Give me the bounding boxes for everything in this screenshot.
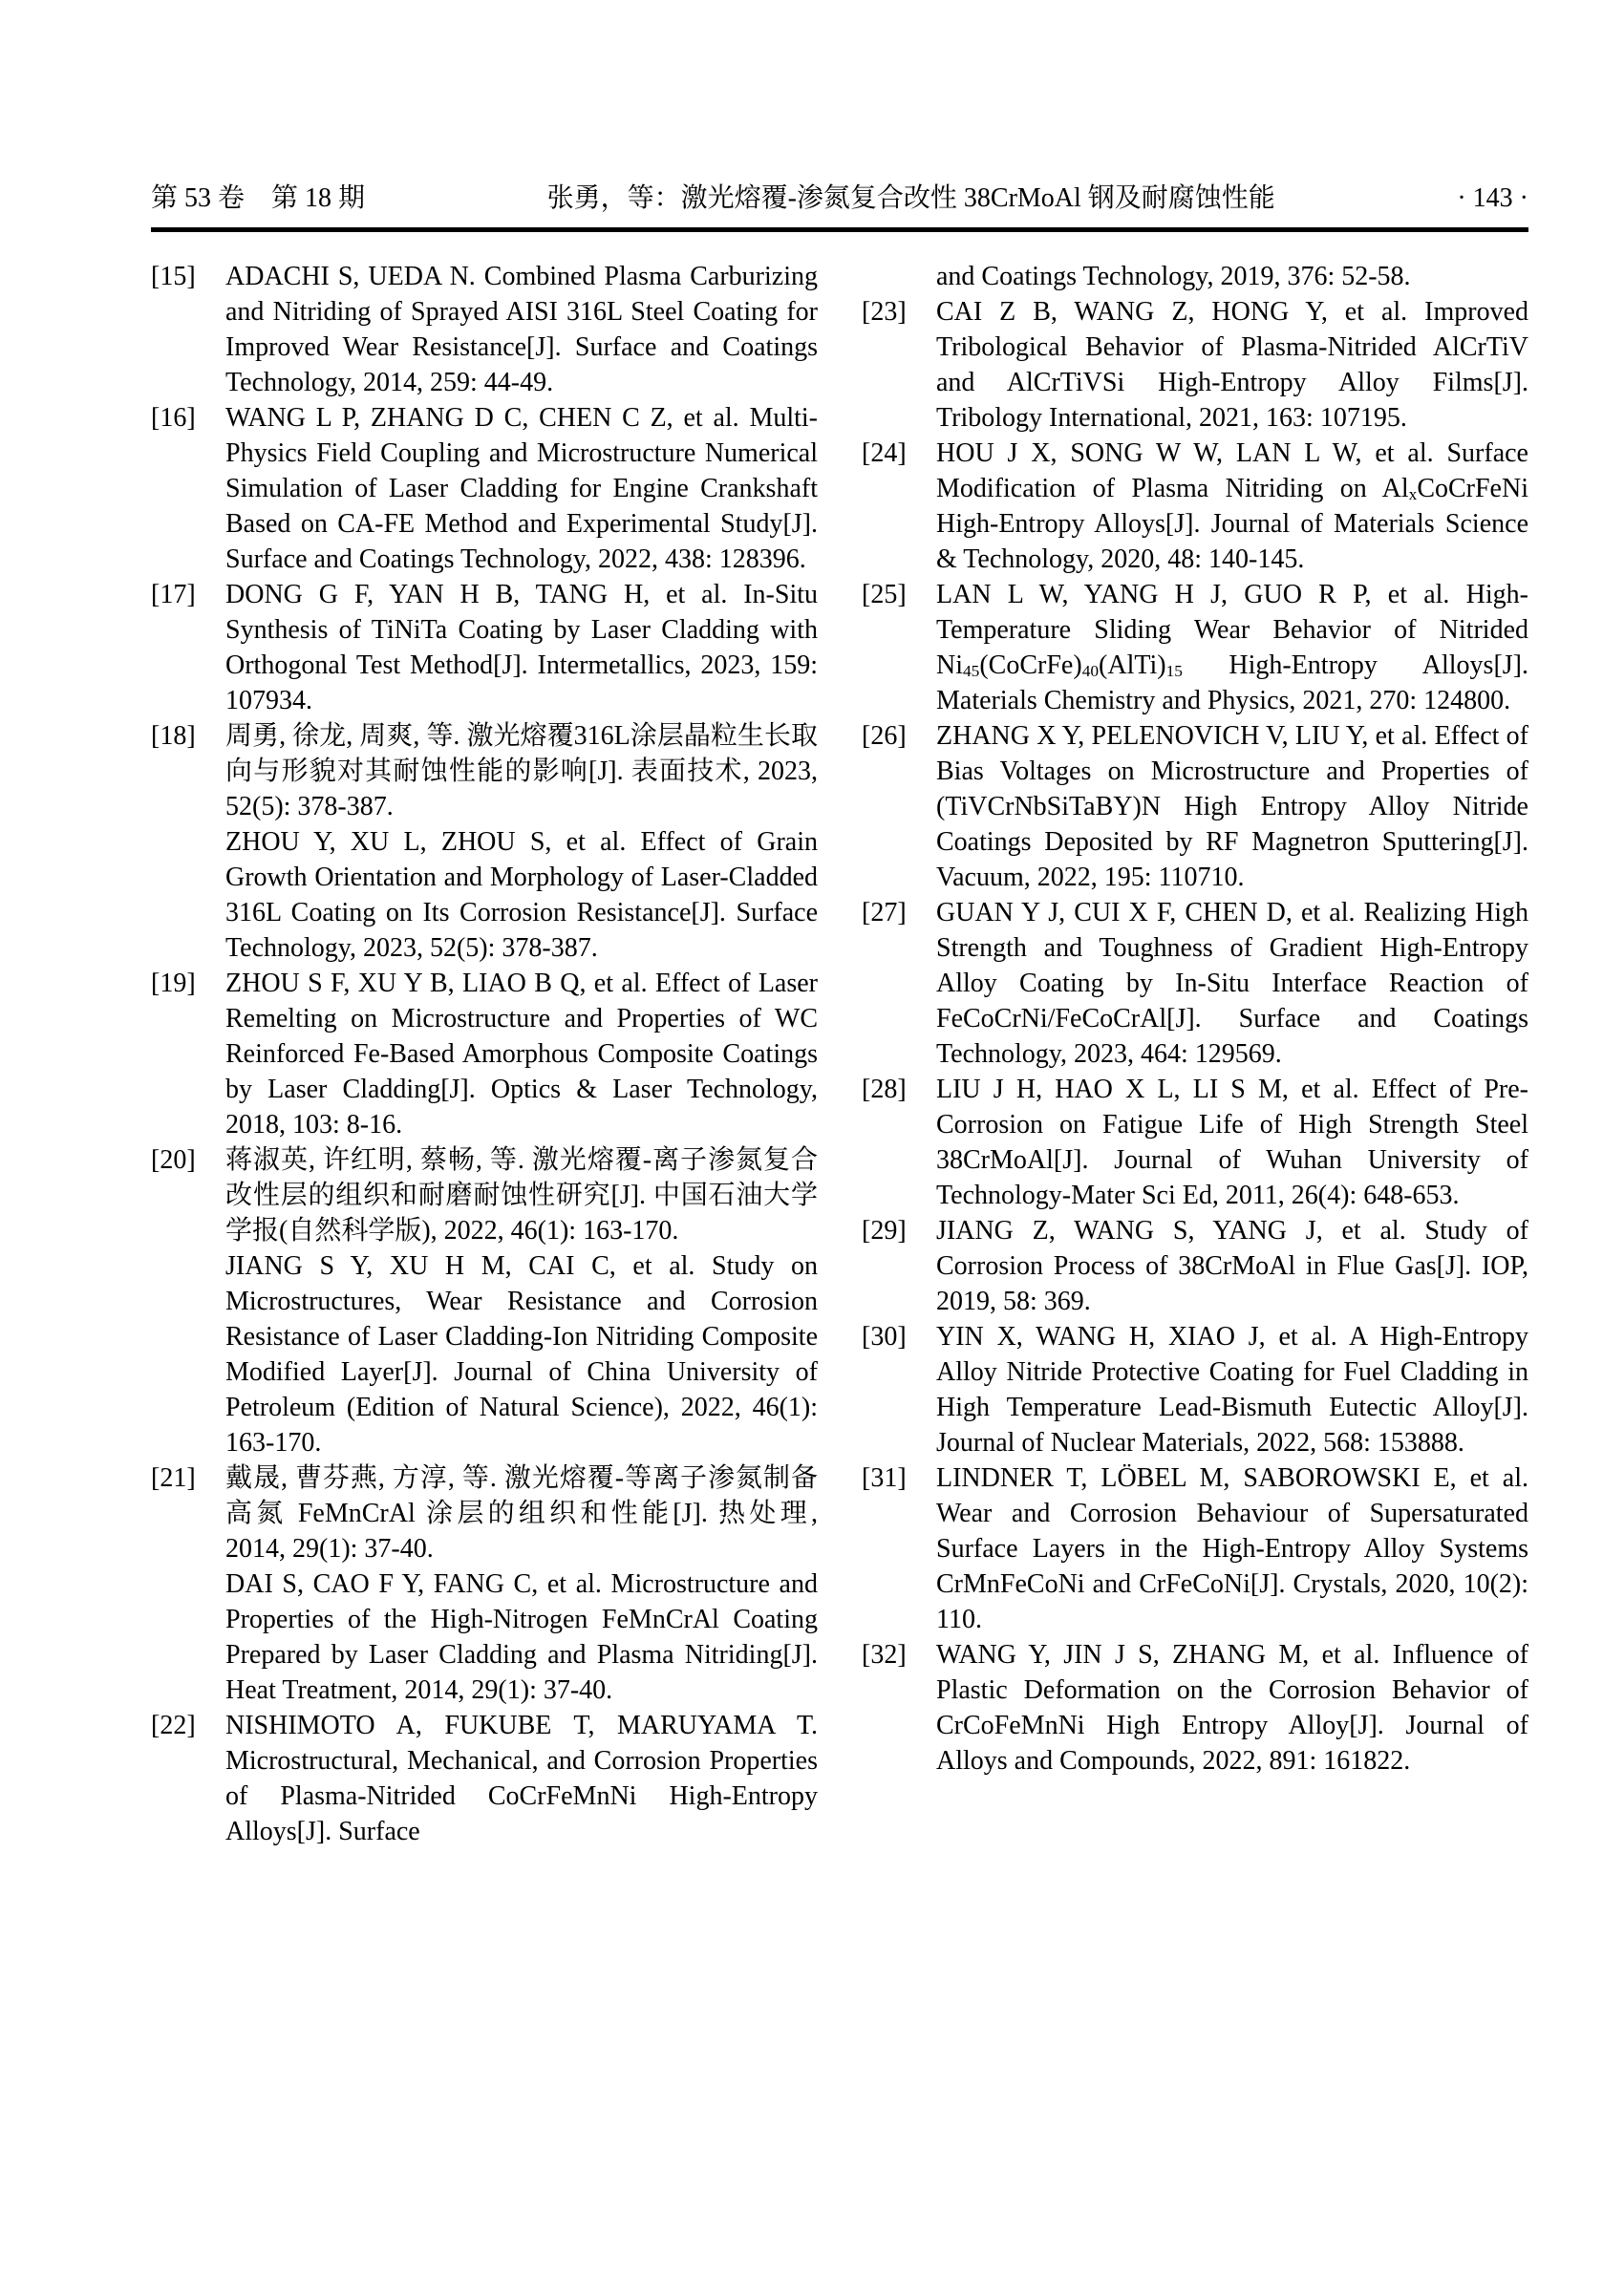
- reference-body: [225, 1708, 818, 1849]
- reference-text: LIU J H, HAO X L, LI S M, et al. Effect of Pre-Corrosion on Fatigue Life of High Strength Steel 38CrMoAl[J]. Journal of Wuhan University of Technology-Mater Sci Ed, 2011, 26(4): 648-653.: [936, 1075, 1528, 1210]
- references-column-right: [862, 259, 1528, 1849]
- reference-body: [936, 294, 1528, 436]
- reference-body: [936, 1637, 1528, 1779]
- reference-item: [862, 1460, 1528, 1637]
- reference-text: NISHIMOTO A, FUKUBE T, MARUYAMA T. Microstructural, Mechanical, and Corrosion Properties of Plasma-Nitrided CoCrFeMnNi High-Entropy Alloys[J]. Surface: [225, 1711, 818, 1846]
- reference-item: [862, 436, 1528, 577]
- reference-number: [30]: [862, 1322, 907, 1352]
- reference-item: [862, 1637, 1528, 1779]
- reference-item: [862, 577, 1528, 718]
- reference-body: [225, 1142, 818, 1460]
- reference-number: [21]: [151, 1463, 196, 1493]
- reference-body: [936, 1213, 1528, 1319]
- reference-text: JIANG S Y, XU H M, CAI C, et al. Study on Microstructures, Wear Resistance and Corrosion Resistance of Laser Cladding-Ion Nitriding Composite Modified Layer[J]. Journal of China University of Petroleum (Edition of Natural Science), 2022, 46(1): 163-170.: [225, 1251, 818, 1458]
- reference-item: [151, 966, 818, 1142]
- references-columns: [151, 259, 1528, 1849]
- reference-number: [862, 259, 936, 294]
- reference-body: [225, 259, 818, 400]
- reference-text: ADACHI S, UEDA N. Combined Plasma Carburizing and Nitriding of Sprayed AISI 316L Steel Coating for Improved Wear Resistance[J]. Surface and Coatings Technology, 2014, 259: 44-49.: [225, 262, 818, 397]
- reference-item: [862, 259, 1528, 294]
- reference-number: [22]: [151, 1711, 196, 1740]
- reference-item: [862, 718, 1528, 895]
- reference-text: JIANG Z, WANG S, YANG J, et al. Study of Corrosion Process of 38CrMoAl in Flue Gas[J]. IOP, 2019, 58: 369.: [936, 1216, 1528, 1316]
- reference-item: [151, 1142, 818, 1460]
- reference-text: YIN X, WANG H, XIAO J, et al. A High-Entropy Alloy Nitride Protective Coating for Fuel Cladding in High Temperature Lead-Bismuth Eutectic Alloy[J]. Journal of Nuclear Materials, 2022, 568: 153888.: [936, 1322, 1528, 1458]
- volume-issue-label: 第 53 卷 第 18 期: [151, 183, 366, 213]
- running-head: [151, 181, 1528, 216]
- reference-number: [24]: [862, 438, 907, 468]
- running-title: 张勇，等：激光熔覆-渗氮复合改性 38CrMoAl 钢及耐腐蚀性能: [546, 183, 1275, 213]
- reference-item: [862, 294, 1528, 436]
- reference-number: [25]: [862, 580, 907, 609]
- reference-body: [936, 1072, 1528, 1213]
- reference-number: [15]: [151, 262, 196, 291]
- reference-body: [225, 1460, 818, 1708]
- reference-number: [27]: [862, 898, 907, 927]
- reference-body: [225, 966, 818, 1142]
- reference-body: [936, 577, 1528, 718]
- reference-number: [31]: [862, 1463, 907, 1493]
- reference-text: GUAN Y J, CUI X F, CHEN D, et al. Realizing High Strength and Toughness of Gradient High-Entropy Alloy Coating by In-Situ Interface Reaction of FeCoCrNi/FeCoCrAl[J]. Surface and Coatings Technology, 2023, 464: 129569.: [936, 898, 1528, 1069]
- reference-item: [151, 577, 818, 718]
- reference-text: LAN L W, YANG H J, GUO R P, et al. High-Temperature Sliding Wear Behavior of Nitrided $Ni_{45}(CoCrFe)_{40}(AlTi)_{15}$ High-Entropy Alloys[J]. Materials Chemistry and Physics, 2021, 270: 124800.: [936, 580, 1528, 715]
- reference-body: [936, 1460, 1528, 1637]
- reference-text: and Coatings Technology, 2019, 376: 52-58.: [936, 262, 1411, 291]
- reference-item: [862, 1213, 1528, 1319]
- reference-text: DONG G F, YAN H B, TANG H, et al. In-Situ Synthesis of TiNiTa Coating by Laser Cladding with Orthogonal Test Method[J]. Intermetallics, 2023, 159: 107934.: [225, 580, 818, 715]
- reference-number: [23]: [862, 297, 907, 327]
- reference-number: [26]: [862, 721, 907, 751]
- reference-item: [151, 1708, 818, 1849]
- reference-item: [151, 400, 818, 577]
- reference-item: [151, 259, 818, 400]
- reference-text: CAI Z B, WANG Z, HONG Y, et al. Improved Tribological Behavior of Plasma-Nitrided AlCrTiV and AlCrTiVSi High-Entropy Alloy Films[J]. Tribology International, 2021, 163: 107195.: [936, 297, 1528, 433]
- reference-text: 戴晟, 曹芬燕, 方淳, 等. 激光熔覆-等离子渗氮制备高氮 FeMnCrAl 涂层的组织和性能[J]. 热处理, 2014, 29(1): 37-40.: [225, 1463, 818, 1564]
- reference-text: HOU J X, SONG W W, LAN L W, et al. Surface Modification of Plasma Nitriding on $Al_xCoCrFeNi$ High-Entropy Alloys[J]. Journal of Materials Science & Technology, 2020, 48: 140-145.: [936, 438, 1528, 574]
- reference-body: [225, 718, 818, 966]
- reference-text: DAI S, CAO F Y, FANG C, et al. Microstructure and Properties of the High-Nitrogen FeMnCrAl Coating Prepared by Laser Cladding and Plasma Nitriding[J]. Heat Treatment, 2014, 29(1): 37-40.: [225, 1569, 818, 1705]
- reference-body: [936, 259, 1528, 294]
- reference-number: [19]: [151, 969, 196, 998]
- reference-text: ZHOU Y, XU L, ZHOU S, et al. Effect of Grain Growth Orientation and Morphology of Laser-Cladded 316L Coating on Its Corrosion Resistance[J]. Surface Technology, 2023, 52(5): 378-387.: [225, 827, 818, 963]
- references-column-left: [151, 259, 818, 1849]
- reference-number: [29]: [862, 1216, 907, 1246]
- reference-item: [151, 1460, 818, 1708]
- reference-number: [20]: [151, 1145, 196, 1175]
- reference-body: [225, 577, 818, 718]
- reference-body: [936, 436, 1528, 577]
- reference-number: [28]: [862, 1075, 907, 1104]
- reference-body: [936, 718, 1528, 895]
- reference-item: [151, 718, 818, 966]
- reference-text: WANG L P, ZHANG D C, CHEN C Z, et al. Multi-Physics Field Coupling and Microstructure Numerical Simulation of Laser Cladding for Engine Crankshaft Based on CA-FE Method and Experimental Study[J]. Surface and Coatings Technology, 2022, 438: 128396.: [225, 403, 818, 574]
- reference-number: [16]: [151, 403, 196, 433]
- reference-item: [862, 1072, 1528, 1213]
- reference-item: [862, 895, 1528, 1072]
- reference-text: WANG Y, JIN J S, ZHANG M, et al. Influence of Plastic Deformation on the Corrosion Behavior of CrCoFeMnNi High Entropy Alloy[J]. Journal of Alloys and Compounds, 2022, 891: 161822.: [936, 1640, 1528, 1776]
- reference-text: ZHOU S F, XU Y B, LIAO B Q, et al. Effect of Laser Remelting on Microstructure and Properties of WC Reinforced Fe-Based Amorphous Composite Coatings by Laser Cladding[J]. Optics & Laser Technology, 2018, 103: 8-16.: [225, 969, 818, 1140]
- page-content: [151, 0, 1528, 1849]
- reference-body: [936, 1319, 1528, 1460]
- reference-number: [17]: [151, 580, 196, 609]
- reference-body: [225, 400, 818, 577]
- reference-text: 蒋淑英, 许红明, 蔡畅, 等. 激光熔覆-离子渗氮复合改性层的组织和耐磨耐蚀性研究[J]. 中国石油大学学报(自然科学版), 2022, 46(1): 163-170.: [225, 1145, 818, 1246]
- reference-body: [936, 895, 1528, 1072]
- page-number: · 143 ·: [1457, 183, 1528, 213]
- reference-text: LINDNER T, LÖBEL M, SABOROWSKI E, et al. Wear and Corrosion Behaviour of Supersaturated Surface Layers in the High-Entropy Alloy Systems CrMnFeCoNi and CrFeCoNi[J]. Crystals, 2020, 10(2): 110.: [936, 1463, 1528, 1634]
- reference-text: 周勇, 徐龙, 周爽, 等. 激光熔覆316L涂层晶粒生长取向与形貌对其耐蚀性能的影响[J]. 表面技术, 2023, 52(5): 378-387.: [225, 721, 818, 821]
- header-rule: [151, 227, 1528, 232]
- reference-text: ZHANG X Y, PELENOVICH V, LIU Y, et al. Effect of Bias Voltages on Microstructure and Properties of (TiVCrNbSiTaBY)N High Entropy Alloy Nitride Coatings Deposited by RF Magnetron Sputtering[J]. Vacuum, 2022, 195: 110710.: [936, 721, 1528, 892]
- reference-number: [18]: [151, 721, 196, 751]
- reference-number: [32]: [862, 1640, 907, 1670]
- reference-item: [862, 1319, 1528, 1460]
